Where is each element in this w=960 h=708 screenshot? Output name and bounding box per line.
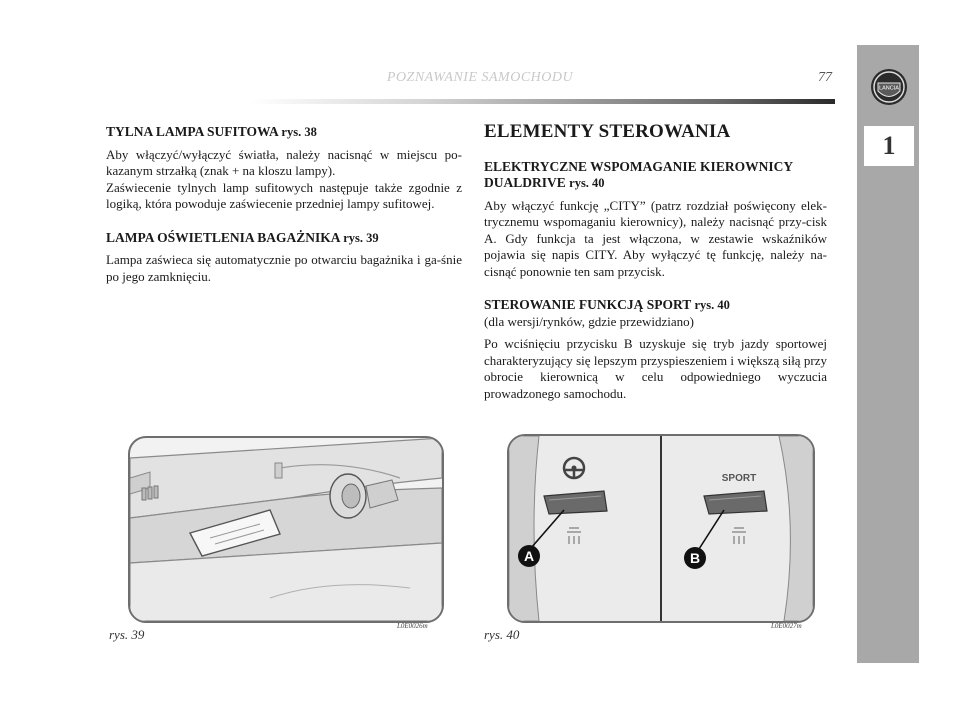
figure-40-caption: rys. 40 xyxy=(484,627,520,642)
figure-40-control-buttons xyxy=(507,434,815,623)
figure-39-code: L0E0026m xyxy=(397,622,428,630)
chapter-number: 1 xyxy=(864,126,914,166)
lancia-logo-icon xyxy=(870,68,908,106)
section-subtitle: (dla wersji/rynków, gdzie przewidziano) xyxy=(484,313,694,329)
header-rule xyxy=(250,99,835,104)
section-text: Po wciśnięciu przycisku B uzyskuje się tryb jazdy sportowej charakteryzujący się lepszym przyspieszeniem i większą siłą przy obrocie kierownicą w celu odpowiedniego wyczucia prowadzonego samochodu. xyxy=(484,336,827,401)
section-text: Zaświecenie tylnych lamp sufitowych następuje także zgodnie z logiką, która powoduje zaświecenie przedniej lampy sufitowej. xyxy=(106,179,462,211)
section-text: Aby włączyć funkcję „CITY” (patrz rozdział poświęcony elek-trycznemu wspomaganiu kierownicy), należy nacisnąć przy-cisk A. Gdy funkcja ta jest włączona, w zestawie wskaźników pojawia się napis CITY. Aby wyłączyć tę funkcję, należy na-cisnąć ponownie ten sam przycisk. xyxy=(484,197,827,279)
header-title: POZNAWANIE SAMOCHODU xyxy=(386,70,574,85)
section-title: ELEKTRYCZNE WSPOMAGANIE KIEROWNICY DUALDRIVE rys. 40 xyxy=(484,158,793,190)
figure-40-code: L0E0027m xyxy=(771,622,802,630)
section-title: TYLNA LAMPA SUFITOWA rys. 38 xyxy=(106,124,317,139)
section-text: Aby włączyć/wyłączyć światła, należy nacisnąć w miejscu po-kazanym strzałką (znak + na kloszu lampy). xyxy=(106,146,462,178)
svg-text:LANCIA: LANCIA xyxy=(879,85,899,92)
chapter-heading: ELEMENTY STEROWANIA xyxy=(484,121,731,142)
section-rear-ceiling-lamp xyxy=(106,124,462,213)
sport-label: SPORT xyxy=(721,473,757,484)
control-buttons-illustration xyxy=(509,436,813,621)
left-column xyxy=(106,124,462,302)
right-column xyxy=(484,121,827,419)
section-dualdrive xyxy=(484,159,827,281)
section-title: LAMPA OŚWIETLENIA BAGAŻNIKA rys. 39 xyxy=(106,229,379,245)
figure-39-boot-lamp xyxy=(128,436,444,623)
section-boot-lamp xyxy=(106,230,462,286)
boot-lamp-illustration xyxy=(130,438,442,621)
section-sport xyxy=(484,297,827,402)
page-number: 77 xyxy=(818,70,832,85)
label-b: B xyxy=(689,550,701,566)
section-text: Lampa zaświeca się automatycznie po otwarciu bagażnika i ga-śnie po jego zamknięciu. xyxy=(106,252,462,284)
figure-39-caption: rys. 39 xyxy=(109,627,145,642)
section-title: STEROWANIE FUNKCJĄ SPORT rys. 40 xyxy=(484,297,730,312)
label-a: A xyxy=(523,548,535,564)
